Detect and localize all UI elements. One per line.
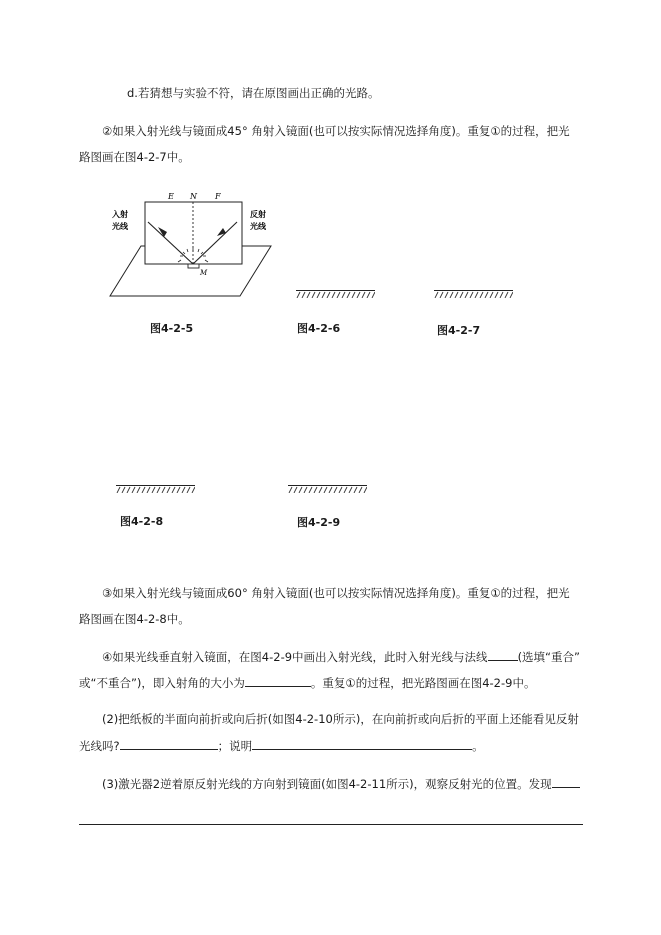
label-f: F: [215, 192, 221, 201]
label-m: M: [200, 269, 208, 277]
step4-text-d: 。重复①的过程，把光路图画在图4-2-9中。: [310, 676, 536, 690]
blank-coincide[interactable]: [488, 648, 518, 661]
step4-line2: [79, 674, 535, 691]
step2-line2: 路图画在图4-2-7中。: [79, 150, 190, 164]
step-d: d.若猜想与实验不符，请在原图画出正确的光路。: [127, 86, 380, 100]
blank-explain[interactable]: [252, 737, 472, 750]
blank-visible[interactable]: [120, 737, 218, 750]
caption-4-2-8: 图4-2-8: [120, 515, 164, 528]
caption-4-2-9: 图4-2-9: [297, 516, 341, 529]
reflected-label-1: 反射: [250, 210, 266, 219]
q2-text-d: 。: [472, 739, 484, 753]
q3-text: (3)激光器2逆着原反射光线的方向射到镜面(如图4-2-11所示)，观察反射光的位置。发现: [102, 777, 552, 791]
caption-4-2-5: 图4-2-5: [150, 322, 194, 335]
label-e: E: [168, 192, 174, 201]
q2-line1: (2)把纸板的半面向前折或向后折(如图4-2-10所示)，在向前折或向后折的平面上还能看见反射: [102, 712, 579, 726]
step4-text-a: ④如果光线垂直射入镜面，在图4-2-9中画出入射光线，此时入射光线与法线: [102, 650, 488, 664]
mirror-4-2-9: [288, 485, 367, 493]
incident-label-1: 入射: [112, 210, 128, 219]
incident-label-2: 光线: [112, 222, 128, 231]
step3-line1: ③如果入射光线与镜面成60° 角射入镜面(也可以按实际情况选择角度)。重复①的过程，把光: [102, 586, 570, 600]
figure-4-2-5: [106, 188, 278, 303]
mirror-4-2-8: [116, 485, 195, 493]
step2-line1: ②如果入射光线与镜面成45° 角射入镜面(也可以按实际情况选择角度)。重复①的过程，把光: [102, 124, 570, 138]
step3-line2: 路图画在图4-2-8中。: [79, 612, 190, 626]
caption-4-2-6: 图4-2-6: [297, 322, 341, 335]
step4-text-b: (选填“重合”: [517, 650, 580, 664]
label-n: N: [190, 192, 197, 201]
reflected-label-2: 光线: [250, 222, 266, 231]
q2-text-b: 光线吗?: [79, 739, 120, 753]
blank-finding[interactable]: [552, 775, 580, 788]
step4-text-c: 或“不重合”)，即入射角的大小为: [79, 676, 245, 690]
small-mirror: [188, 264, 199, 268]
caption-4-2-7: 图4-2-7: [437, 324, 481, 337]
q2-text-c: ；说明: [217, 739, 253, 753]
mirror-4-2-7: [434, 290, 513, 298]
bottom-rule: [79, 824, 583, 825]
blank-angle[interactable]: [245, 674, 311, 687]
q2-line2: [79, 737, 484, 754]
q3-line: [102, 775, 580, 792]
step4-line1: [102, 648, 580, 665]
mirror-4-2-6: [296, 290, 375, 298]
